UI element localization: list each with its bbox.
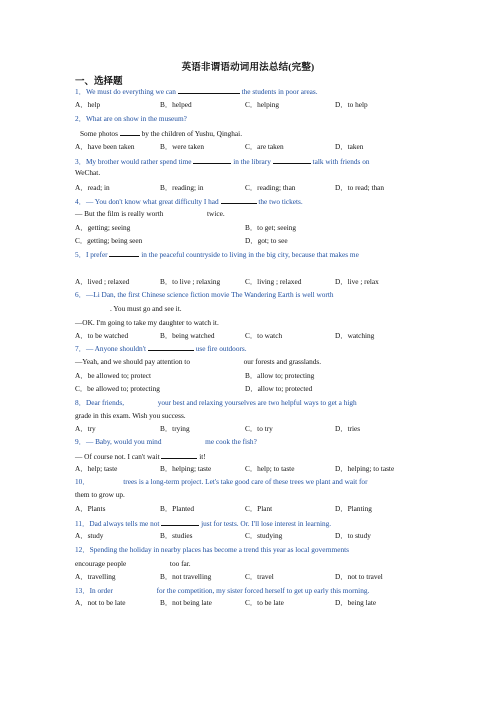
question-10-option-a: A．Plants: [75, 504, 106, 513]
question-3-option-a: A．read; in: [75, 183, 110, 192]
question-2-option-c: C．are taken: [245, 142, 284, 151]
answer-blank: [163, 437, 203, 444]
question-2-option-b: B．were taken: [160, 142, 204, 151]
question-6-stem: 6．—Li Dan, the first Chinese science fiction movie The Wandering Earth is well worth: [75, 290, 334, 299]
question-4-option-d: D．got; to see: [245, 236, 288, 245]
answer-blank: [221, 196, 257, 204]
question-10-stem: 10． trees is a long-term project. Let's take good care of these trees we plant and wait for: [75, 477, 368, 486]
question-6-option-c: C．to watch: [245, 331, 283, 340]
question-4-line-2: — But the film is really worth twice.: [75, 209, 225, 218]
question-8-stem: 8．Dear friends, your best and relaxing yourselves are two helpful ways to get a high: [75, 398, 357, 407]
question-12-option-a: A．travelling: [75, 572, 116, 581]
question-8-option-d: D．tries: [335, 424, 361, 433]
question-11-option-a: A．study: [75, 531, 104, 540]
question-9-line-2: — Of course not. I can't wait it!: [75, 452, 206, 461]
question-7-line-2: —Yeah, and we should pay attention to our forests and grasslands.: [75, 357, 322, 366]
question-6-option-b: B．being watched: [160, 331, 215, 340]
question-8-line-2: grade in this exam. Wish you success.: [75, 411, 186, 420]
answer-blank: [128, 559, 168, 566]
question-6-line-2: . You must go and see it.: [110, 304, 182, 313]
question-7-option-c: C．be allowed to; protecting: [75, 384, 160, 393]
question-6-line-3: —OK. I'm going to take my daughter to watch it.: [75, 318, 219, 327]
answer-blank: [148, 343, 194, 351]
question-12-option-c: C．travel: [245, 572, 274, 581]
question-9-option-d: D．helping; to taste: [335, 464, 395, 473]
question-13-option-a: A．not to be late: [75, 598, 126, 607]
question-1-option-d: D．to help: [335, 100, 368, 109]
question-3-option-d: D．to read; than: [335, 183, 385, 192]
answer-blank: [192, 357, 242, 364]
question-2-line-2: Some photos by the children of Yushu, Qinghai.: [80, 129, 243, 138]
question-8-option-a: A．try: [75, 424, 96, 433]
answer-blank: [193, 156, 231, 164]
question-10-option-b: B．Planted: [160, 504, 195, 513]
question-1-option-b: B．helped: [160, 100, 192, 109]
question-6-option-a: A．to be watched: [75, 331, 129, 340]
answer-blank: [91, 477, 121, 484]
question-9-stem: 9．— Baby, would you mind me cook the fish?: [75, 437, 257, 446]
question-9-option-b: B．helping; taste: [160, 464, 212, 473]
question-8-option-b: B．trying: [160, 424, 190, 433]
question-5-stem: 5．I prefer in the peaceful countryside to living in the big city, because that makes me: [75, 250, 359, 259]
question-13-option-d: D．being late: [335, 598, 377, 607]
question-8-option-c: C．to try: [245, 424, 273, 433]
answer-blank: [115, 586, 155, 593]
question-2-option-a: A．have been taken: [75, 142, 135, 151]
question-7-option-b: B．allow to; protecting: [245, 371, 315, 380]
answer-blank: [161, 518, 199, 526]
document-title: 英语非谓语动词用法总结(完整): [181, 63, 315, 73]
question-10-line-2: them to grow up.: [75, 490, 125, 499]
question-3-stem: 3．My brother would rather spend time in the library talk with friends on: [75, 157, 370, 166]
answer-blank: [273, 156, 311, 164]
question-2-stem: 2．What are on show in the museum?: [75, 114, 187, 123]
question-10-option-c: C．Plant: [245, 504, 273, 513]
question-1-option-c: C．helping: [245, 100, 280, 109]
question-9-option-c: C．help; to taste: [245, 464, 295, 473]
question-4-option-c: C．getting; being seen: [75, 236, 143, 245]
question-11-option-c: C．studying: [245, 531, 283, 540]
question-12-option-d: D．not to travel: [335, 572, 383, 581]
answer-blank: [120, 128, 140, 136]
answer-blank: [126, 398, 156, 405]
question-1-stem: 1．We must do everything we can the students in poor areas.: [75, 87, 318, 96]
question-12-line-2: encourage people too far.: [75, 559, 191, 568]
question-7-option-d: D．allow to; protected: [245, 384, 313, 393]
answer-blank: [165, 209, 205, 216]
question-11-stem: 11．Dad always tells me not just for tests. Or. I'll lose interest in learning.: [75, 519, 332, 528]
question-1-option-a: A．help: [75, 100, 101, 109]
question-11-option-d: D．to study: [335, 531, 371, 540]
question-5-option-d: D．live ; relax: [335, 277, 379, 286]
question-13-option-c: C．to be late: [245, 598, 284, 607]
question-6-option-d: D．watching: [335, 331, 375, 340]
question-7-stem: 7．— Anyone shouldn't use fire outdoors.: [75, 344, 247, 353]
question-2-option-d: D．taken: [335, 142, 364, 151]
question-3-option-c: C．reading; than: [245, 183, 296, 192]
question-13-stem: 13．In order for the competition, my sister forced herself to get up early this morning.: [75, 586, 370, 595]
question-4-option-b: B．to get; seeing: [245, 223, 297, 232]
question-4-stem: 4．— You don't know what great difficulty I had the two tickets.: [75, 197, 303, 206]
question-11-option-b: B．studies: [160, 531, 193, 540]
question-12-option-b: B．not travelling: [160, 572, 212, 581]
question-3-option-b: B．reading; in: [160, 183, 204, 192]
question-3-line-2: WeChat.: [75, 168, 101, 177]
answer-blank: [178, 86, 240, 94]
question-12-stem: 12．Spending the holiday in nearby places has become a trend this year as local governments: [75, 545, 349, 554]
question-7-option-a: A．be allowed to; protect: [75, 371, 151, 380]
question-9-option-a: A．help; taste: [75, 464, 118, 473]
question-5-option-c: C．living ; relaxed: [245, 277, 302, 286]
question-5-option-b: B．to live ; relaxing: [160, 277, 221, 286]
question-4-option-a: A．getting; seeing: [75, 223, 131, 232]
question-5-option-a: A．lived ; relaxed: [75, 277, 130, 286]
answer-blank: [161, 451, 197, 459]
section-heading: 一、选择题: [75, 77, 123, 87]
question-10-option-d: D．Planting: [335, 504, 372, 513]
answer-blank: [109, 249, 139, 257]
question-13-option-b: B．not being late: [160, 598, 212, 607]
